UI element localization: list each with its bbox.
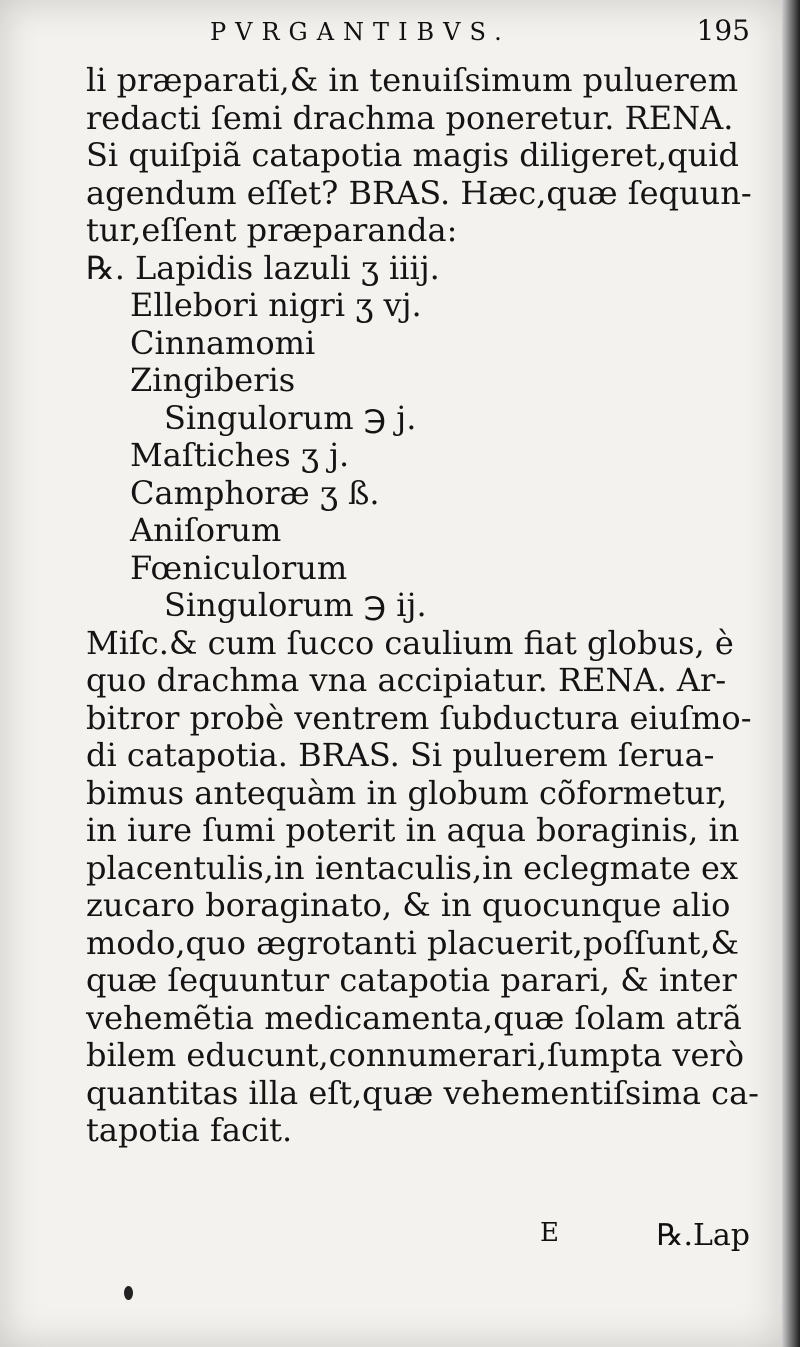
recipe-line: ℞. Lapidis lazuli ʒ iiij. [86, 248, 440, 287]
recipe-line: Singulorum ℈ ij. [164, 586, 427, 624]
recipe-line: Aniſorum [130, 511, 282, 549]
text-line: bimus antequàm in globum cõformetur, [86, 773, 728, 812]
recipe-line: Ellebori nigri ʒ vj. [130, 286, 422, 324]
page-edge-shadow [782, 0, 800, 1347]
signature-mark: E [540, 1218, 559, 1248]
running-title: PVRGANTIBVS. [210, 18, 511, 46]
recipe-line: Fœniculorum [130, 548, 348, 587]
text-line: quantitas illa eſt,quæ vehementiſsima ca- [86, 1073, 759, 1112]
text-line: Si quiſpiã catapotia magis diligeret,quid [86, 136, 739, 174]
body-text [86, 61, 759, 1150]
text-line: modo,quo ægrotanti placuerit,poſſunt,& [86, 923, 739, 962]
text-line: zucaro boraginato, & in quocunque alio [86, 886, 731, 924]
recipe-line: Cinnamomi [130, 323, 316, 362]
recipe-line: Maſtiches ʒ j. [130, 436, 350, 474]
text-line: di catapotia. BRAS. Si puluerem ſerua- [86, 736, 715, 774]
recipe-line: Singulorum ℈ j. [164, 398, 417, 437]
text-line: tapotia facit. [86, 1111, 293, 1149]
running-head [210, 14, 750, 58]
text-line: agendum eſſet? BRAS. Hæc,quæ ſequun- [86, 173, 752, 212]
ink-blot [124, 1286, 133, 1300]
text-line: redacti ſemi drachma poneretur. RENA. [86, 98, 734, 137]
catchword: ℞.Lap [656, 1218, 750, 1253]
text-line: Miſc.& cum ſucco caulium fiat globus, è [86, 623, 734, 662]
recipe-line: Camphoræ ʒ ß. [130, 473, 380, 512]
text-line: li præparati,& in tenuiſsimum puluerem [86, 61, 739, 99]
text-line: bitror probè ventrem ſubductura eiuſmo- [86, 698, 752, 737]
text-line: bilem educunt,connumerari,ſumpta verò [86, 1036, 744, 1074]
text-line: quæ ſequuntur catapotia parari, & inter [86, 961, 737, 999]
text-line: quo drachma vna accipiatur. RENA. Ar- [86, 661, 727, 699]
text-line: in iure ſumi poterit in aqua boraginis, in [86, 811, 740, 849]
page-number: 195 [696, 14, 750, 47]
text-line: placentulis,in ientaculis,in eclegmate ex [86, 848, 739, 887]
page-footer [540, 1218, 750, 1262]
recipe-line: Zingiberis [130, 361, 296, 399]
text-line: vehemẽtia medicamenta,quæ ſolam atrã [86, 998, 742, 1037]
text-line: tur,eſſent præparanda: [86, 211, 458, 249]
